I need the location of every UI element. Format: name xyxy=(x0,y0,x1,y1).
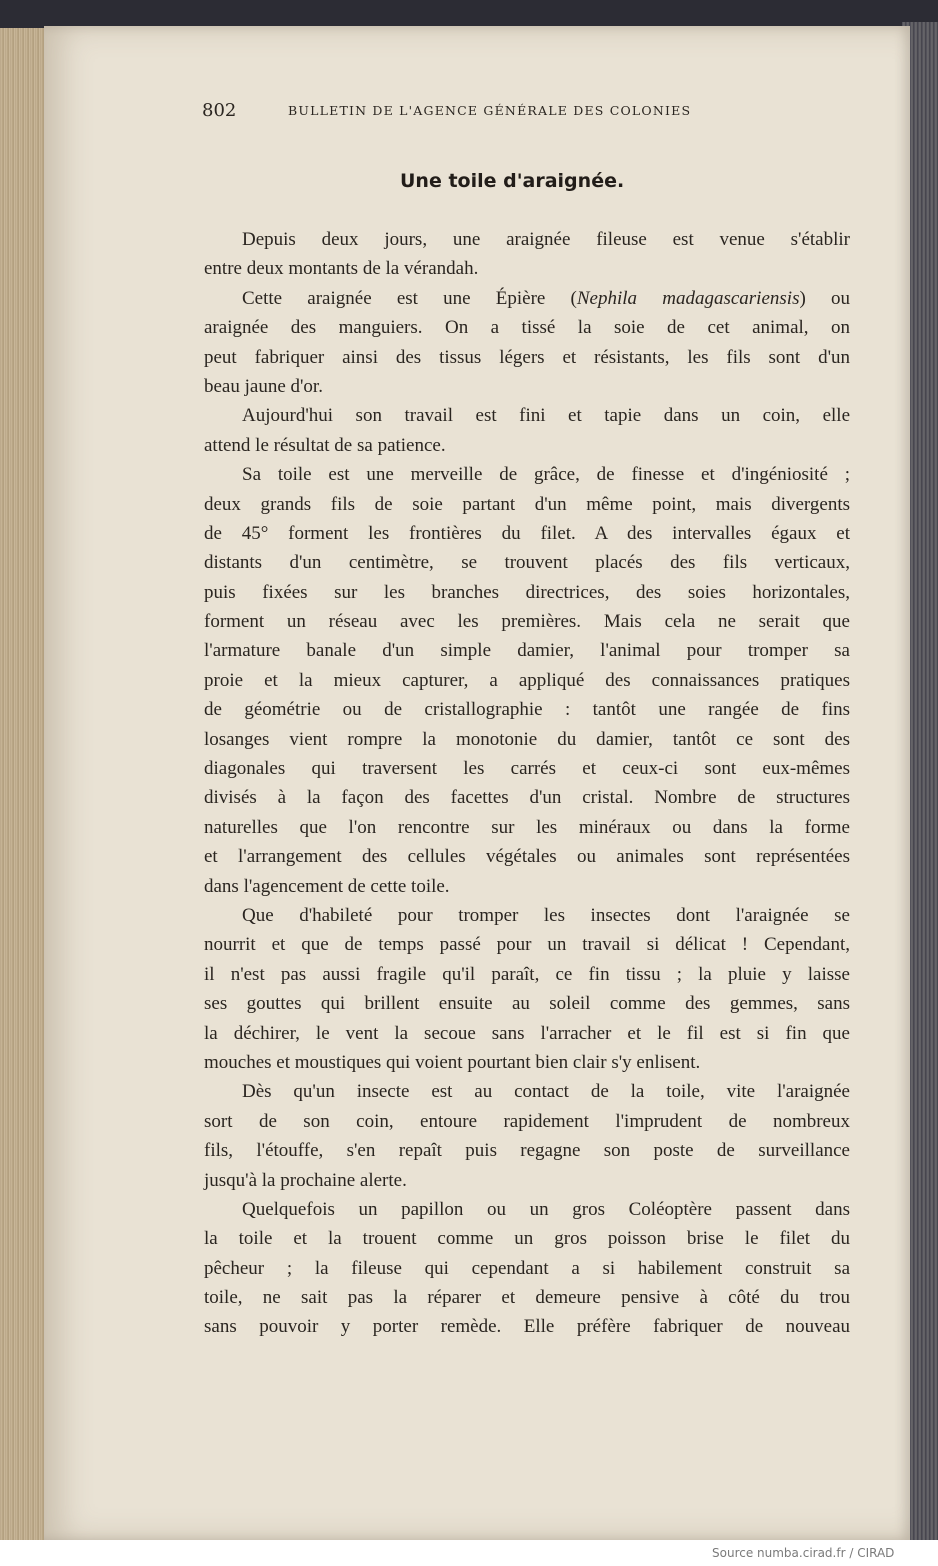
text-line: sans pouvoir y porter remède. Elle préfère fabriquer de nouveau xyxy=(204,1316,850,1338)
article-body xyxy=(204,225,850,1342)
source-credit: Source numba.cirad.fr / CIRAD xyxy=(712,1546,895,1560)
text-line: Aujourd'hui son travail est fini et tapie dans un coin, elle xyxy=(242,405,850,427)
text-line: beau jaune d'or. xyxy=(204,375,323,397)
text-line: distants d'un centimètre, se trouvent placés des fils verticaux, xyxy=(204,552,850,574)
text-line: de géométrie ou de cristallographie : tantôt une rangée de fins xyxy=(204,699,850,721)
text-line: Dès qu'un insecte est au contact de la toile, vite l'araignée xyxy=(242,1081,850,1103)
text-line: fils, l'étouffe, s'en repaît puis regagne son poste de surveillance xyxy=(204,1140,850,1162)
text-line: losanges vient rompre la monotonie du damier, tantôt ce sont des xyxy=(204,728,850,750)
text-line: puis fixées sur les branches directrices, des soies horizontales, xyxy=(204,581,850,603)
text-line: l'armature banale d'un simple damier, l'animal pour tromper sa xyxy=(204,640,850,662)
text-line: Quelquefois un papillon ou un gros Coléoptère passent dans xyxy=(242,1198,850,1220)
article-title: Une toile d'araignée. xyxy=(400,170,625,192)
text-line: dans l'agencement de cette toile. xyxy=(204,875,450,897)
species-name: Nephila madagascariensis xyxy=(576,287,800,309)
text-line: il n'est pas aussi fragile qu'il paraît, ce fin tissu ; la pluie y laisse xyxy=(204,963,850,985)
text-line: ses gouttes qui brillent ensuite au soleil comme des gemmes, sans xyxy=(204,993,850,1015)
text-line: sort de son coin, entoure rapidement l'imprudent de nombreux xyxy=(204,1110,850,1132)
text-line: diagonales qui traversent les carrés et ceux-ci sont eux-mêmes xyxy=(204,758,850,780)
running-header xyxy=(202,100,762,124)
text-line: naturelles que l'on rencontre sur les minéraux ou dans la forme xyxy=(204,816,850,838)
text-line: araignée des manguiers. On a tissé la soie de cet animal, on xyxy=(204,317,850,339)
running-header-title: BULLETIN DE L'AGENCE GÉNÉRALE DES COLONIES xyxy=(288,103,692,118)
text-line: nourrit et que de temps passé pour un travail si délicat ! Cependant, xyxy=(204,934,850,956)
text-segment: ) ou xyxy=(799,287,850,309)
text-line: toile, ne sait pas la réparer et demeure pensive à côté du trou xyxy=(204,1287,850,1309)
text-segment: Cette araignée est une Épière ( xyxy=(242,287,577,309)
text-line: attend le résultat de sa patience. xyxy=(204,434,446,456)
text-line: jusqu'à la prochaine alerte. xyxy=(204,1169,407,1191)
text-line: proie et la mieux capturer, a appliqué des connaissances pratiques xyxy=(204,669,850,691)
text-line: entre deux montants de la vérandah. xyxy=(204,258,479,280)
text-line: Que d'habileté pour tromper les insectes dont l'araignée se xyxy=(242,904,850,926)
page-number: 802 xyxy=(202,100,237,121)
text-line: peut fabriquer ainsi des tissus légers et résistants, les fils sont d'un xyxy=(204,346,850,368)
text-line: divisés à la façon des facettes d'un cristal. Nombre de structures xyxy=(204,787,850,809)
text-line: forment un réseau avec les premières. Mais cela ne serait que xyxy=(204,611,850,633)
text-line: deux grands fils de soie partant d'un même point, mais divergents xyxy=(204,493,850,515)
text-line-mixed xyxy=(204,284,850,313)
text-line: et l'arrangement des cellules végétales ou animales sont représentées xyxy=(204,846,850,868)
text-line: mouches et moustiques qui voient pourtant bien clair s'y enlisent. xyxy=(204,1051,701,1073)
text-line: Sa toile est une merveille de grâce, de finesse et d'ingéniosité ; xyxy=(242,464,850,486)
text-line: de 45° forment les frontières du filet. A des intervalles égaux et xyxy=(204,522,850,544)
text-line: la toile et la trouent comme un gros poisson brise le filet du xyxy=(204,1228,850,1250)
text-line: la déchirer, le vent la secoue sans l'arracher et le fil est si fin que xyxy=(204,1022,850,1044)
text-line: pêcheur ; la fileuse qui cependant a si habilement construit sa xyxy=(204,1257,850,1279)
text-line: Depuis deux jours, une araignée fileuse est venue s'établir xyxy=(242,229,850,250)
